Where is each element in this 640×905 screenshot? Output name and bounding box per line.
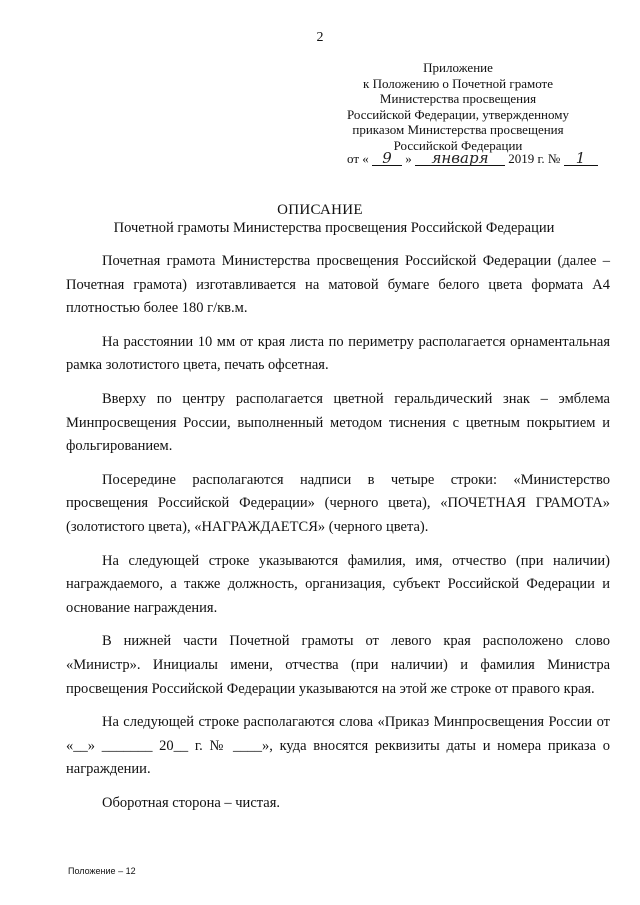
appendix-block <box>318 60 598 153</box>
paragraph: Оборотная сторона – чистая. <box>102 794 280 811</box>
paragraph: На расстоянии 10 мм от края листа по периметру располагается орнаментальная рамка золотистого цвета, печать офсетная. <box>66 333 610 374</box>
appendix-line: Российской Федерации, утвержденному <box>347 106 569 122</box>
paragraph: Почетная грамота Министерства просвещения Российской Федерации (далее – Почетная грамота) изготавливается на матовой бумаге белого цвета формата А4 плотностью более 180 г/кв.м. <box>66 253 610 317</box>
paragraph: На следующей строке располагаются слова «Приказ Минпросвещения России от «__» _______ 20__ г. № ____», куда вносятся реквизиты даты и номера приказа о награждении. <box>66 714 610 778</box>
order-date-line <box>347 151 607 167</box>
order-day-handwritten: 9 <box>372 151 402 166</box>
appendix-line: Министерства просвещения <box>379 91 537 106</box>
order-number-handwritten: 1 <box>564 151 598 166</box>
order-mid: » <box>405 151 412 166</box>
order-prefix: от « <box>347 151 369 166</box>
paragraph: В нижней части Почетной грамоты от левого края расположено слово «Министр». Инициалы имени, отчества (при наличии) и фамилия Министра просвещения Российской Федерации указываются на этой же строке от правого края. <box>66 633 610 697</box>
appendix-line: к Положению о Почетной грамоте <box>363 75 553 91</box>
order-year: 2019 г. № <box>508 151 561 166</box>
order-month-handwritten: января <box>415 151 505 166</box>
document-subheading: Почетной грамоты Министерства просвещения Российской Федерации <box>113 220 555 236</box>
page-footer: Положение – 12 <box>68 866 136 876</box>
paragraph: На следующей строке указываются фамилия, имя, отчество (при наличии) награждаемого, а также должность, организация, субъект Российской Федерации и основание награждения. <box>66 552 610 616</box>
document-heading: ОПИСАНИЕ <box>277 202 363 218</box>
paragraph: Вверху по центру располагается цветной геральдический знак – эмблема Минпросвещения России, выполненный методом тиснения с цветным покрытием и фольгированием. <box>66 390 610 455</box>
paragraph: Посередине располагаются надписи в четыре строки: «Министерство просвещения Российской Федерации» (черного цвета), «ПОЧЕТНАЯ ГРАМОТА» (золотистого цвета), «НАГРАЖДАЕТСЯ» (черного цвета). <box>66 471 610 535</box>
page-number: 2 <box>316 30 324 45</box>
appendix-line: Приложение <box>423 60 493 75</box>
appendix-line: Российской Федерации <box>393 137 523 153</box>
document-body <box>66 250 610 825</box>
appendix-line: приказом Министерства просвещения <box>352 122 564 137</box>
